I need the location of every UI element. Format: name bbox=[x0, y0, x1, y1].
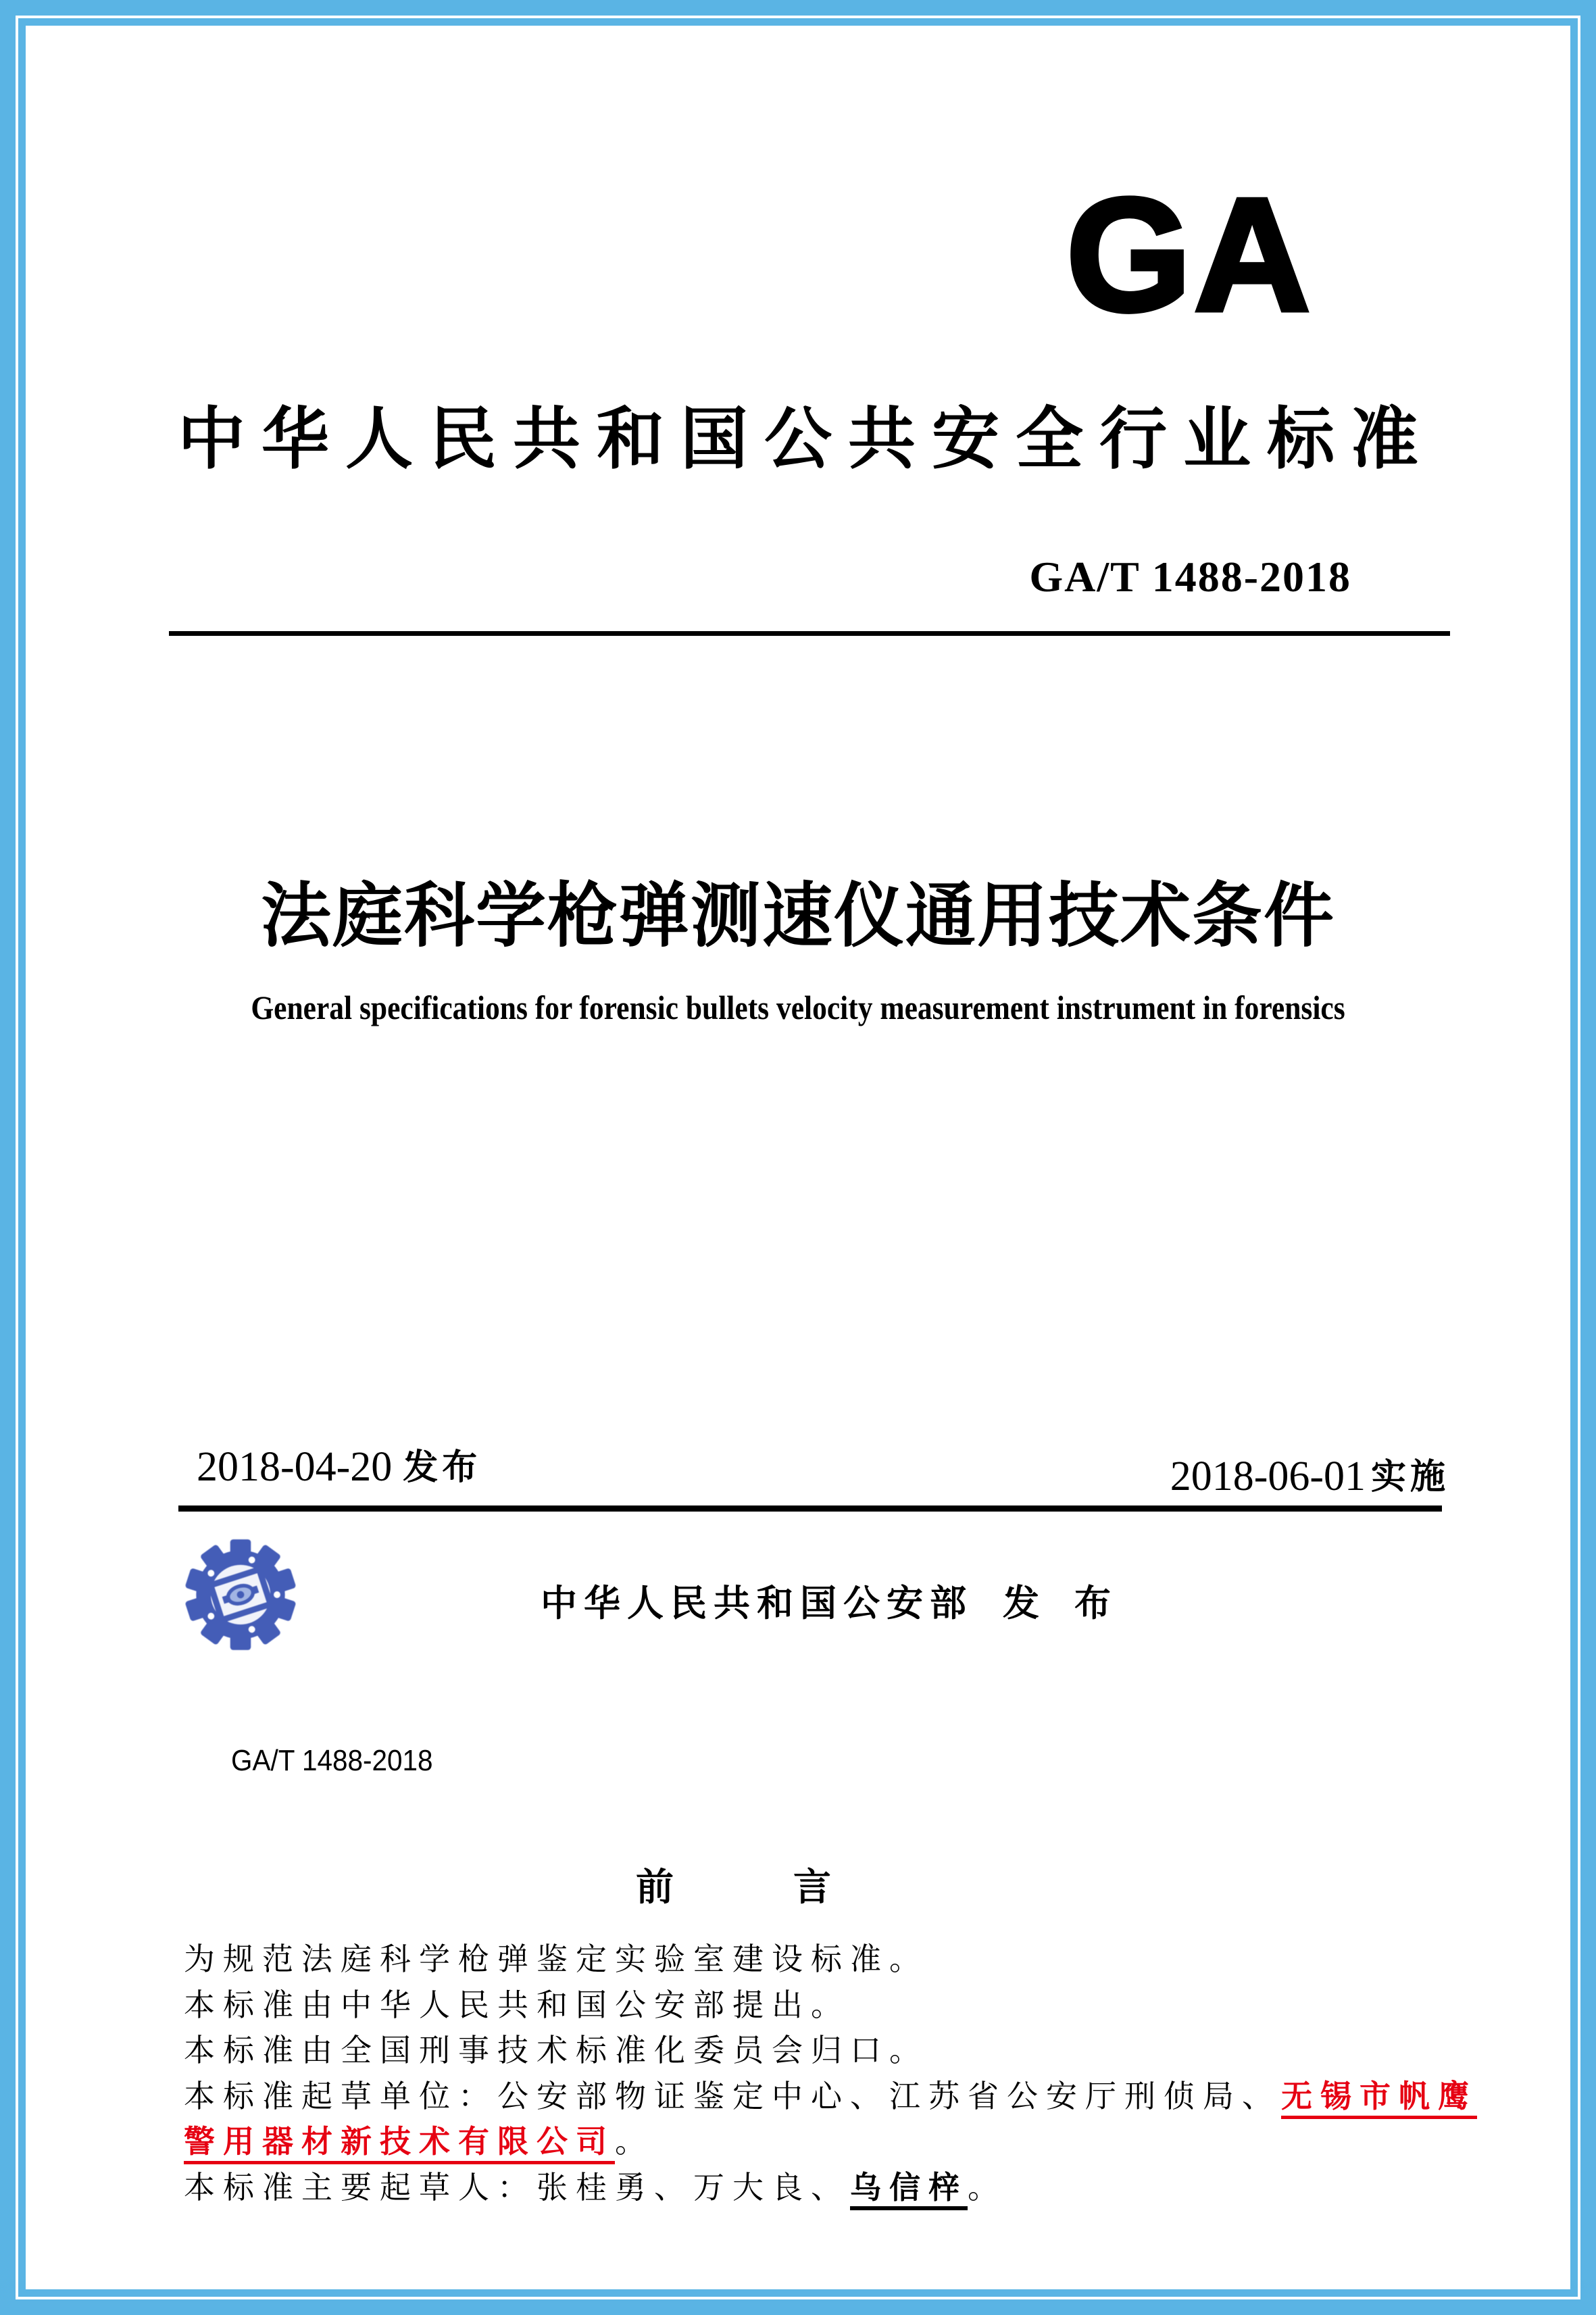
document-title-english: General specifications for forensic bullets velocity measurement instrument in forensics bbox=[251, 989, 1345, 1026]
foreword-body bbox=[184, 1937, 1495, 2210]
foreword-page-header: GA/T 1488-2018 bbox=[231, 1744, 433, 1777]
implementation-label: 实施 bbox=[1370, 1458, 1449, 1497]
issue-date: 2018-04-20 bbox=[197, 1444, 393, 1490]
drafting-units-suffix: 。 bbox=[615, 2124, 654, 2159]
footer-rule bbox=[178, 1505, 1442, 1512]
foreword-paragraph-centralized-by: 本标准由全国刑事技术标准化委员会归口。 bbox=[184, 2033, 928, 2068]
foreword-paragraph-proposed-by: 本标准由中华人民共和国公安部提出。 bbox=[184, 1987, 850, 2022]
issue-label: 发布 bbox=[403, 1448, 482, 1487]
foreword-paragraph-drafters bbox=[184, 2165, 1495, 2211]
header-rule bbox=[169, 631, 1450, 636]
standard-number: GA/T 1488-2018 bbox=[1029, 553, 1351, 601]
drafters-prefix: 本标准主要起草人：张桂勇、万大良、 bbox=[184, 2170, 850, 2205]
drafting-units-prefix: 本标准起草单位：公安部物证鉴定中心、江苏省公安厅刑侦局、 bbox=[184, 2078, 1281, 2114]
implementation-date-row bbox=[1170, 1455, 1449, 1497]
ga-logo: GA bbox=[1066, 166, 1313, 345]
implementation-date: 2018-06-01 bbox=[1170, 1453, 1366, 1499]
publisher-line bbox=[541, 1585, 1146, 1622]
foreword-paragraph-drafting-units bbox=[184, 2074, 1495, 2165]
ministry-seal-icon bbox=[180, 1534, 301, 1656]
standard-category-heading: 中华人民共和国公共安全行业标准 bbox=[178, 401, 1435, 477]
publisher-name: 中华人民共和国公安部 bbox=[541, 1583, 973, 1624]
publisher-action: 发布 bbox=[1003, 1583, 1146, 1624]
drafter-highlighted-name: 乌信梓 bbox=[850, 2169, 968, 2205]
foreword-paragraph-scope: 为规范法庭科学枪弹鉴定实验室建设标准。 bbox=[184, 1942, 928, 1976]
foreword-title: 前言 bbox=[636, 1867, 951, 1909]
drafters-suffix: 。 bbox=[968, 2170, 1007, 2205]
document-title-chinese: 法庭科学枪弹测速仪通用技术条件 bbox=[260, 877, 1335, 955]
issue-date-row bbox=[197, 1446, 481, 1488]
drafting-unit-highlighted-company: 无锡市帆鹰警用器材新技术有限公司 bbox=[184, 2078, 1477, 2159]
